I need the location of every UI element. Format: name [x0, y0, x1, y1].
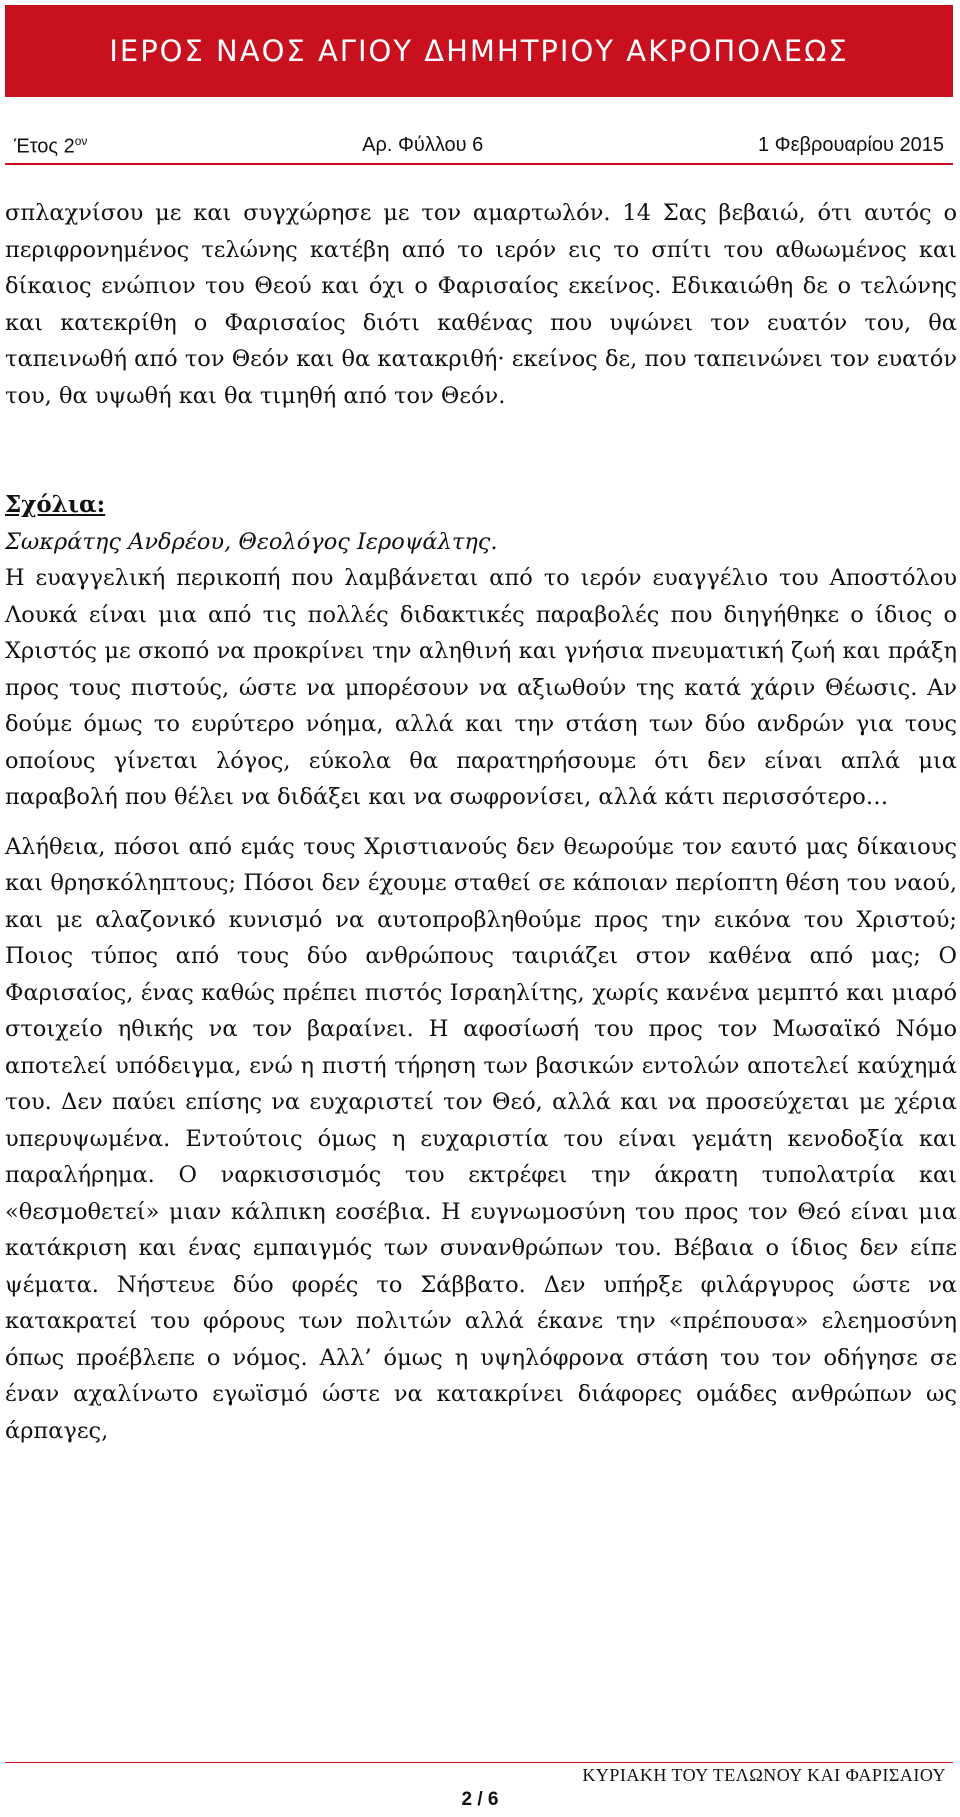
header-divider	[5, 163, 953, 165]
year-label	[14, 134, 87, 159]
commentary-paragraph-2: Αλήθεια, πόσοι από εμάς τους Χριστιανούς δεν θεωρούμε τον εαυτό μας δίκαιους και θρησκόληπτους; Πόσοι δεν έχουμε σταθεί σε κάποιαν περίοπτη θέση του ναού, και με αλαζονικό κυνισμό να αυτοπροβληθούμε προς την εικόνα του Χριστού; Ποιος τύπος από τους δύο ανθρώπους ταιριάζει στον καθένα από μας; Ο Φαρισαίος, ένας καθώς πρέπει πιστός Ισραηλίτης, χωρίς κανένα μεμπτό και μιαρό στοιχείο ηθικής να τον βαραίνει. Η αφοσίωσή του προς τον Μωσαϊκό Νόμο αποτελεί υπόδειγμα, ενώ η πιστή τήρηση των βασικών εντολών αποτελεί καύχημά του. Δεν παύει επίσης να ευχαριστεί τον Θεό, αλλά και να προσεύχεται με χέρια υπερυψωμένα. Εντούτοις όμως η ευχαριστία του είναι γεμάτη κενοδοξία και παραλήρημα. Ο ναρκισσισμός του εκτρέφει την άκρατη τυπολατρία και «θεσμοθετεί» μιαν κάλπικη εοσέβια. Η ευγνωμοσύνη του προς τον Θεό είναι μια κατάκριση και ένας εμπαιγμός των συνανθρώπων του. Βέβαια ο ίδιος δεν είπε ψέματα. Νήστευε δύο φορές το Σάββατο. Δεν υπήρξε φιλάργυρος ώστε να κατακρατεί του φόρους των πολιτών αλλά έκανε την «πρέπουσα» ελεημοσύνη όπως προέβλεπε ο νόμος. Αλλ’ όμως η υψηλόφρονα στάση του τον οδήγησε σε έναν αχαλίνωτο εγωϊσμό ώστε να κατακρίνει διάφορες ομάδες ανθρώπων ως άρπαγες,	[5, 833, 957, 1444]
section-heading: Σχόλια:	[5, 491, 106, 518]
issue-info-row	[14, 134, 944, 159]
year-suffix: ον	[74, 134, 88, 148]
lead-paragraph: σπλαχνίσου με και συγχώρησε με τον αμαρτωλόν. 14 Σας βεβαιώ, ότι αυτός ο περιφρονημένος τελώνης κατέβη από το ιερόν εις το σπίτι του αθωωμένος και δίκαιος ενώπιον του Θεού και όχι ο Φαρισαίος εκείνος. Εδικαιώθη δε ο τελώνης και κατεκρίθη ο Φαρισαίος διότι καθένας που υψώνει τον ευατόν του, θα ταπεινωθή από τον Θεόν και θα κατακριθή· εκείνος δε, που ταπεινώνει τον ευατόν του, θα υψωθή και θα τιμηθή από τον Θεόν.	[5, 200, 957, 409]
footer-divider	[5, 1762, 953, 1763]
article-body	[5, 195, 957, 1449]
page-number: 2 / 6	[461, 1789, 499, 1810]
newsletter-title: ΙΕΡΟΣ ΝΑΟΣ ΑΓΙΟΥ ΔΗΜΗΤΡΙΟΥ ΑΚΡΟΠΟΛΕΩΣ	[109, 34, 849, 68]
year-text: Έτος 2	[14, 135, 75, 158]
issue-date: 1 Φεβρουαρίου 2015	[757, 134, 944, 156]
issue-number: Αρ. Φύλλου 6	[362, 134, 484, 156]
footer-title: ΚΥΡΙΑΚΗ ΤΟΥ ΤΕΛΩΝΟΥ ΚΑΙ ΦΑΡΙΣΑΙΟΥ	[582, 1765, 946, 1785]
header-banner	[5, 5, 953, 97]
author-line: Σωκράτης Ανδρέου, Θεολόγος Ιεροψάλτης.	[5, 528, 498, 555]
commentary-paragraph-1: Η ευαγγελική περικοπή που λαμβάνεται από το ιερόν ευαγγέλιο του Αποστόλου Λουκά είναι μια από τις πολλές διδακτικές παραβολές που διηγήθηκε ο ίδιος ο Χριστός με σκοπό να προκρίνει την αληθινή και γνήσια πνευματική ζωή και πράξη προς τους πιστούς, ώστε να μπορέσουν να αξιωθούν της κατά χάριν Θέωσις. Αν δούμε όμως το ευρύτερο νόημα, αλλά και την στάση των δύο ανδρών για τους οποίους γίνεται λόγος, εύκολα θα παρατηρήσουμε ότι δεν είναι απλά μια παραβολή που θέλει να διδάξει και να σωφρονίσει, αλλά κάτι περισσότερο…	[5, 565, 957, 810]
